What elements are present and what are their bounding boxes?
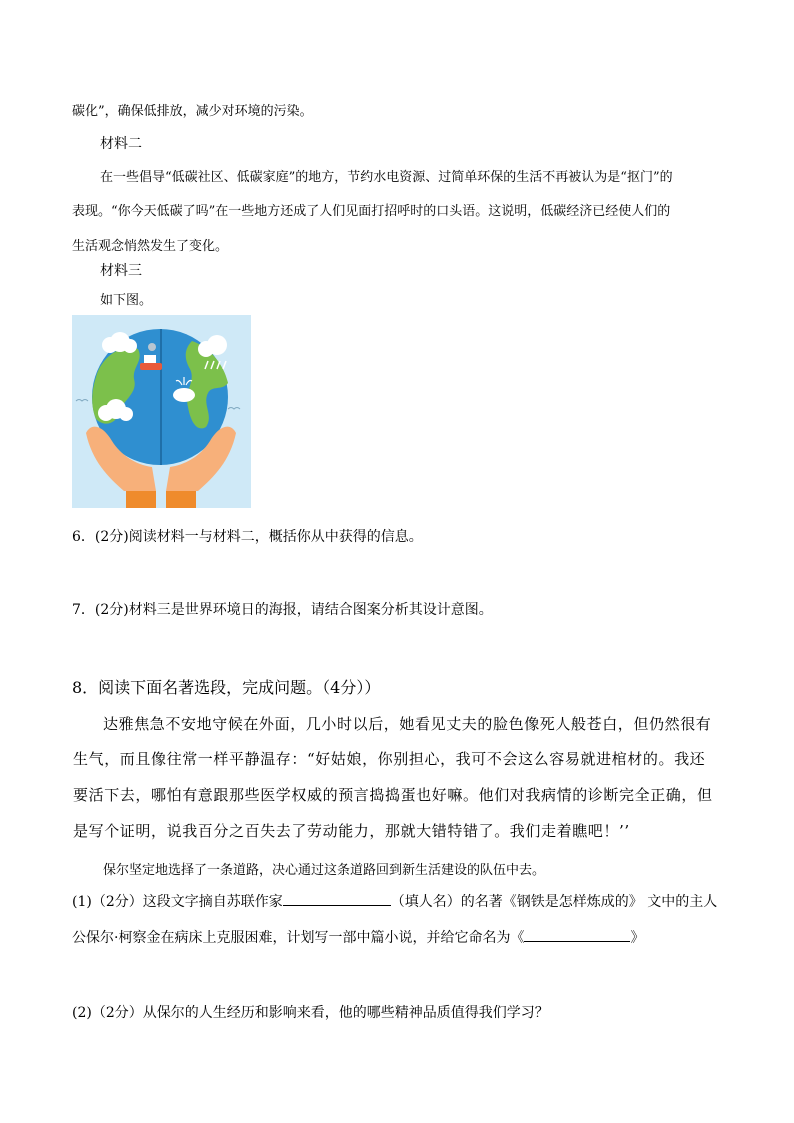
earth-meridian-shade: [160, 329, 162, 465]
passage-line-3: 要活下去，哪怕有意跟那些医学权威的预言捣捣蛋也好嘛。他们对我病情的诊断完全正确，但: [73, 786, 713, 804]
material-two-line-1: 在一些倡导“低碳社区、低碳家庭”的地方，节约水电资源、过简单环保的生活不再被认为是“抠门”的: [100, 170, 673, 185]
cloud-right-b: [207, 335, 227, 355]
sub-question-2: (2)（2分）从保尔的人生经历和影响来看，他的哪些精神品质值得我们学习？: [72, 1005, 549, 1021]
author-answer-blank[interactable]: [283, 891, 391, 906]
question-8-title: 8．阅读下面名著选段，完成问题。（4分））: [72, 678, 381, 697]
ship-hull: [140, 363, 162, 370]
novel-title-answer-blank[interactable]: [524, 927, 630, 942]
passage-line-1: 达雅焦急不安地守候在外面，几小时以后，她看见丈夫的脸色像死人般苍白，但仍然很有: [103, 715, 712, 733]
material-one-tail: 碳化”，确保低排放，减少对环境的污染。: [72, 104, 313, 119]
earth-in-hands-poster: [72, 315, 251, 508]
cloud-bottom-c: [119, 407, 133, 421]
material-two-line-3: 生活观念悄然发生了变化。: [72, 239, 229, 254]
sub-question-1-part-b: （填人名）的名著《钢铁是怎样炼成的》 文中的主人: [390, 894, 718, 910]
material-two-line-2: 表现。“你今天低碳了吗”在一些地方还成了人们见面打招呼时的口头语。这说明，低碳经济已经使人们的: [72, 204, 671, 219]
whale-body: [173, 388, 195, 402]
left-sleeve: [126, 491, 156, 508]
cloud-left-c: [123, 339, 137, 353]
material-two-heading: 材料二: [100, 136, 142, 152]
passage-line-2: 生气，而且像往常一样平静温存：“好姑娘，你别担心，我可不会这么容易就进棺材的。我还: [73, 750, 706, 768]
question-6: 6．(2分)阅读材料一与材料二，概括你从中获得的信息。: [72, 529, 423, 545]
ship-cabin: [144, 355, 156, 363]
passage-line-5: 保尔坚定地选择了一条道路，决心通过这条道路回到新生活建设的队伍中去。: [103, 863, 546, 878]
sub-question-1-line-2: [72, 927, 644, 947]
right-sleeve: [166, 491, 196, 508]
sub-question-1-part-d: 》: [630, 930, 645, 946]
passage-line-4: 是写个证明，说我百分之百失去了劳动能力，那就大错特错了。我们走着瞧吧！’’: [73, 822, 630, 840]
ship-smoke: [148, 343, 156, 351]
sub-question-1-part-c: 公保尔·柯察金在病床上克服困难，计划写一部中篇小说，并给它命名为《: [72, 930, 525, 946]
question-7: 7．(2分)材料三是世界环境日的海报，请结合图案分析其设计意图。: [72, 602, 493, 618]
material-three-caption: 如下图。: [100, 293, 153, 308]
material-three-heading: 材料三: [100, 263, 142, 279]
sub-question-1-part-a: (1)（2分）这段文字摘自苏联作家: [72, 894, 283, 910]
sub-question-1-line-1: [72, 891, 717, 911]
